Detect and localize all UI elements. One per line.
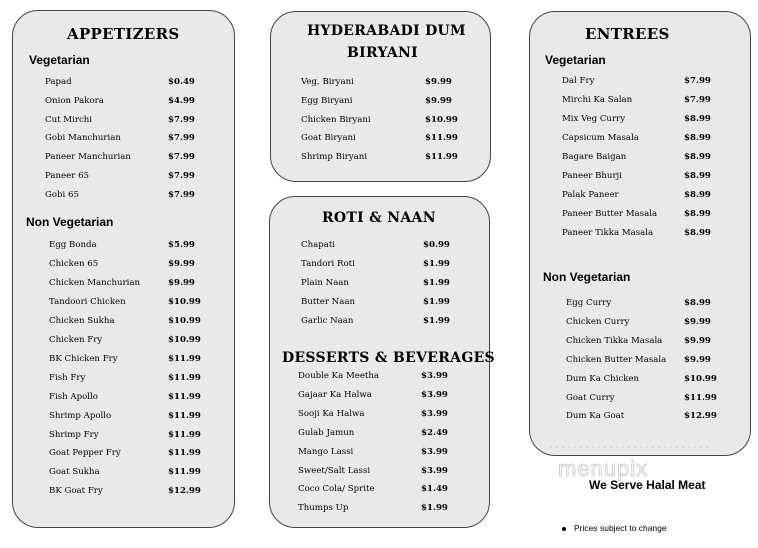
- menu-item-price: $8.99: [684, 298, 711, 308]
- menu-item-name: Garlic Naan: [301, 316, 354, 326]
- roti-heading: ROTI & NAAN: [322, 210, 436, 226]
- menu-item-name: Paneer Butter Masala: [562, 208, 658, 219]
- menu-item-name: Chapati: [301, 240, 336, 250]
- menu-item-name: Chicken Fry: [49, 334, 103, 345]
- menu-item-price: $3.99: [421, 446, 448, 457]
- menu-item-name: Onion Pakora: [45, 95, 104, 106]
- menu-item-name: Chicken Sukha: [49, 315, 115, 326]
- menu-item-price: $0.99: [423, 240, 450, 250]
- menu-item-price: $9.99: [684, 335, 711, 346]
- menu-item-name: Chicken Biryani: [301, 114, 371, 125]
- menu-item-name: Dum Ka Chicken: [566, 373, 640, 384]
- menu-item-price: $11.99: [684, 392, 717, 403]
- menu-item-price: $12.99: [684, 411, 717, 422]
- menu-item-price: $3.99: [421, 371, 448, 381]
- menu-item-name: Capsicum Masala: [562, 132, 639, 143]
- menu-item-price: $1.49: [421, 484, 448, 495]
- menu-item-price: $10.99: [684, 373, 717, 384]
- menu-item-name: Papad: [45, 77, 72, 87]
- menu-item-name: Butter Naan: [301, 297, 355, 307]
- menu-item-name: Palak Paneer: [562, 189, 619, 200]
- price-note-text: Prices subject to change: [574, 523, 667, 533]
- menu-item-price: $11.99: [168, 353, 201, 364]
- menu-item-name: Bagare Baigan: [562, 151, 627, 162]
- biryani-heading-line1: HYDERABADI DUM: [307, 23, 466, 39]
- menu-item-name: Tandori Roti: [301, 259, 355, 269]
- menu-item-name: Chicken Manchurian: [49, 277, 141, 288]
- menu-item-price: $11.99: [168, 429, 201, 440]
- menu-item-price: $10.99: [168, 315, 201, 326]
- menupix-watermark: menupix: [558, 456, 649, 481]
- menu-item-name: Goat Sukha: [49, 467, 100, 478]
- menu-item-price: $9.99: [425, 95, 452, 106]
- entrees-nonveg-label: Non Vegetarian: [543, 270, 631, 284]
- menu-item-price: $9.99: [168, 258, 195, 269]
- menu-item-name: Mix Veg Curry: [562, 113, 626, 124]
- bullet-icon: [562, 527, 566, 531]
- menu-item-name: Egg Bonda: [49, 240, 97, 250]
- menu-item-price: $8.99: [684, 208, 711, 219]
- menu-item-price: $10.99: [168, 296, 201, 307]
- menu-item-name: Egg Biryani: [301, 95, 353, 106]
- menu-item-price: $7.99: [168, 133, 195, 144]
- menu-item-name: Chicken Curry: [566, 316, 630, 327]
- menu-item-price: $9.99: [684, 354, 711, 365]
- menu-item-name: Chicken Tikka Masala: [566, 335, 663, 346]
- menu-item-name: Shrimp Biryani: [301, 152, 368, 162]
- menu-item-price: $0.49: [168, 77, 195, 87]
- menu-item-price: $3.99: [421, 389, 448, 400]
- menu-item-name: Double Ka Meetha: [298, 371, 380, 381]
- appetizers-heading: APPETIZERS: [67, 25, 180, 43]
- menu-item-name: Dal Fry: [562, 76, 595, 86]
- menu-item-price: $7.99: [684, 76, 711, 86]
- menu-item-price: $2.49: [421, 427, 448, 438]
- menu-item-price: $7.99: [168, 114, 195, 125]
- menu-item-name: Paneer Manchurian: [45, 152, 131, 163]
- menu-item-price: $11.99: [168, 391, 201, 402]
- menu-item-name: Dum Ka Goat: [566, 411, 625, 422]
- menu-item-price: $11.99: [425, 152, 458, 162]
- menu-item-price: $7.99: [168, 152, 195, 163]
- menu-item-name: Sooji Ka Halwa: [298, 408, 365, 419]
- menu-item-name: Gulab Jamun: [298, 427, 355, 438]
- menu-item-name: Mango Lassi: [298, 446, 354, 457]
- menu-item-price: $8.99: [684, 132, 711, 143]
- menu-item-price: $11.99: [168, 410, 201, 421]
- watermark-dots: [548, 444, 708, 452]
- menu-item-price: $11.99: [168, 372, 201, 383]
- desserts-heading: DESSERTS & BEVERAGES: [282, 350, 495, 366]
- menu-item-name: Goat Biryani: [301, 133, 356, 144]
- menu-item-price: $10.99: [425, 114, 458, 125]
- menu-item-price: $3.99: [421, 465, 448, 476]
- appetizers-veg-label: Vegetarian: [29, 53, 90, 67]
- menu-item-price: $8.99: [684, 170, 711, 181]
- menu-item-price: $8.99: [684, 151, 711, 162]
- menu-item-name: Goat Curry: [566, 392, 615, 403]
- menu-item-price: $4.99: [168, 95, 195, 106]
- menu-item-price: $8.99: [684, 189, 711, 200]
- menu-item-name: Cut Mirchi: [45, 114, 93, 125]
- menu-item-price: $8.99: [684, 227, 711, 238]
- menu-item-price: $3.99: [421, 408, 448, 419]
- appetizers-nonveg-label: Non Vegetarian: [26, 215, 114, 229]
- menu-item-price: $7.99: [684, 94, 711, 105]
- menu-item-price: $5.99: [168, 240, 195, 250]
- menu-item-price: $9.99: [168, 277, 195, 288]
- menu-item-name: Sweet/Salt Lassi: [298, 465, 371, 476]
- menu-item-price: $11.99: [168, 467, 201, 478]
- menu-item-name: Coco Cola/ Sprite: [298, 484, 375, 495]
- menu-item-name: Gajaar Ka Halwa: [298, 389, 372, 400]
- menu-item-price: $1.99: [421, 503, 448, 514]
- menu-item-name: Paneer Tikka Masala: [562, 227, 654, 238]
- menu-item-name: Paneer 65: [45, 171, 90, 181]
- menu-item-name: Veg. Biryani: [301, 77, 354, 87]
- menu-item-price: $12.99: [168, 486, 201, 497]
- menu-item-price: $8.99: [684, 113, 711, 124]
- menu-item-name: Gobi Manchurian: [45, 133, 121, 144]
- halal-notice: We Serve Halal Meat: [589, 478, 706, 492]
- menu-item-price: $11.99: [425, 133, 458, 144]
- menu-item-price: $1.99: [423, 259, 450, 269]
- menu-item-name: Gobi 65: [45, 189, 79, 200]
- menu-item-name: Plain Naan: [301, 278, 349, 288]
- menu-item-price: $1.99: [423, 316, 450, 326]
- menu-item-name: Fish Apollo: [49, 391, 98, 402]
- menu-item-price: $9.99: [425, 77, 452, 87]
- menu-item-name: Thumps Up: [298, 503, 349, 514]
- menu-item-name: Goat Pepper Fry: [49, 448, 121, 459]
- menu-item-name: Chicken Butter Masala: [566, 354, 667, 365]
- menu-item-price: $11.99: [168, 448, 201, 459]
- price-note: [562, 523, 667, 533]
- entrees-veg-label: Vegetarian: [545, 53, 606, 67]
- menu-item-price: $1.99: [423, 297, 450, 307]
- entrees-heading: ENTREES: [585, 25, 670, 43]
- menu-item-price: $7.99: [168, 171, 195, 181]
- menu-item-price: $9.99: [684, 316, 711, 327]
- menu-item-price: $7.99: [168, 189, 195, 200]
- menu-item-name: Paneer Bhurji: [562, 170, 622, 181]
- menu-item-price: $10.99: [168, 334, 201, 345]
- menu-item-name: Shrimp Apollo: [49, 410, 112, 421]
- menu-item-name: BK Chicken Fry: [49, 353, 118, 364]
- menu-item-name: Mirchi Ka Salan: [562, 94, 633, 105]
- menu-item-name: BK Goat Fry: [49, 486, 103, 497]
- menu-item-name: Tandoori Chicken: [49, 296, 126, 307]
- menu-item-price: $1.99: [423, 278, 450, 288]
- menu-item-name: Fish Fry: [49, 372, 86, 383]
- menu-item-name: Shrimp Fry: [49, 429, 99, 440]
- biryani-heading-line2: BIRYANI: [347, 45, 418, 61]
- menu-item-name: Egg Curry: [566, 298, 612, 308]
- menu-item-name: Chicken 65: [49, 258, 99, 269]
